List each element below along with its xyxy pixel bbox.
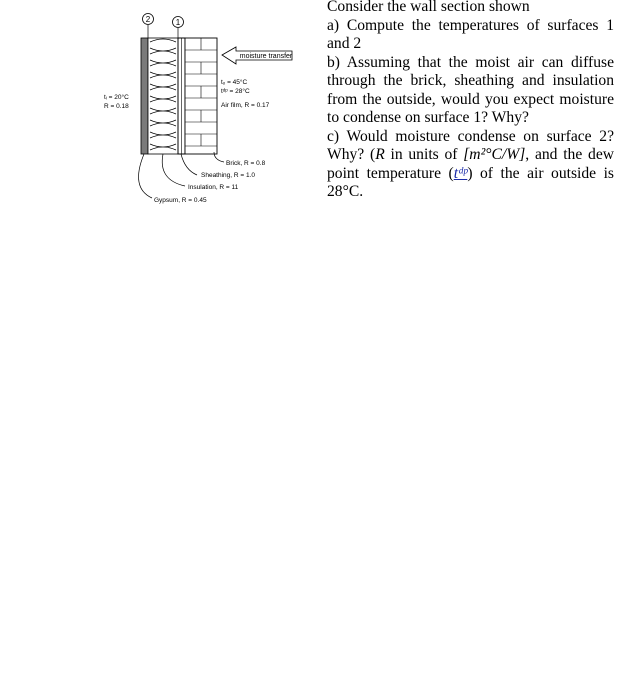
wall-section-diagram xyxy=(0,0,320,220)
insulation-label: Insulation, R = 11 xyxy=(188,184,239,191)
question-part-a: a) Compute the temperatures of surfaces 1 and 2 xyxy=(327,16,614,52)
surface-2-label: 2 xyxy=(145,15,151,24)
inside-r: R = 0.18 xyxy=(104,103,129,110)
air-film-label: Air film, R = 0.17 xyxy=(221,102,270,109)
brick-label: Brick, R = 0.8 xyxy=(226,160,266,167)
question-text xyxy=(327,0,614,202)
moisture-label: moisture transfer xyxy=(239,53,293,60)
question-intro: Consider the wall section shown xyxy=(327,0,530,15)
question-part-c: c) Would moisture condense on surface 2? Why? (R in units of [m²°C/W], and the dew point temperature (tᵈᵖ) of the air outside is 28°C. xyxy=(327,127,615,200)
gypsum-layer xyxy=(141,38,148,154)
surface-1-label: 1 xyxy=(175,18,181,27)
inside-temp: tᵢ = 20°C xyxy=(104,94,129,101)
question-part-b: b) Assuming that the moist air can diffuse through the brick, sheathing and insulation from the outside, would you expect moisture to condense on surface 1? Why? xyxy=(327,53,614,126)
outside-dewpoint: tᵈᵖ = 28°C xyxy=(221,88,250,95)
outside-temp: tₒ = 45°C xyxy=(221,79,248,86)
gypsum-label: Gypsum, R = 0.45 xyxy=(154,197,207,204)
sheathing-label: Sheathing, R = 1.0 xyxy=(201,172,256,179)
